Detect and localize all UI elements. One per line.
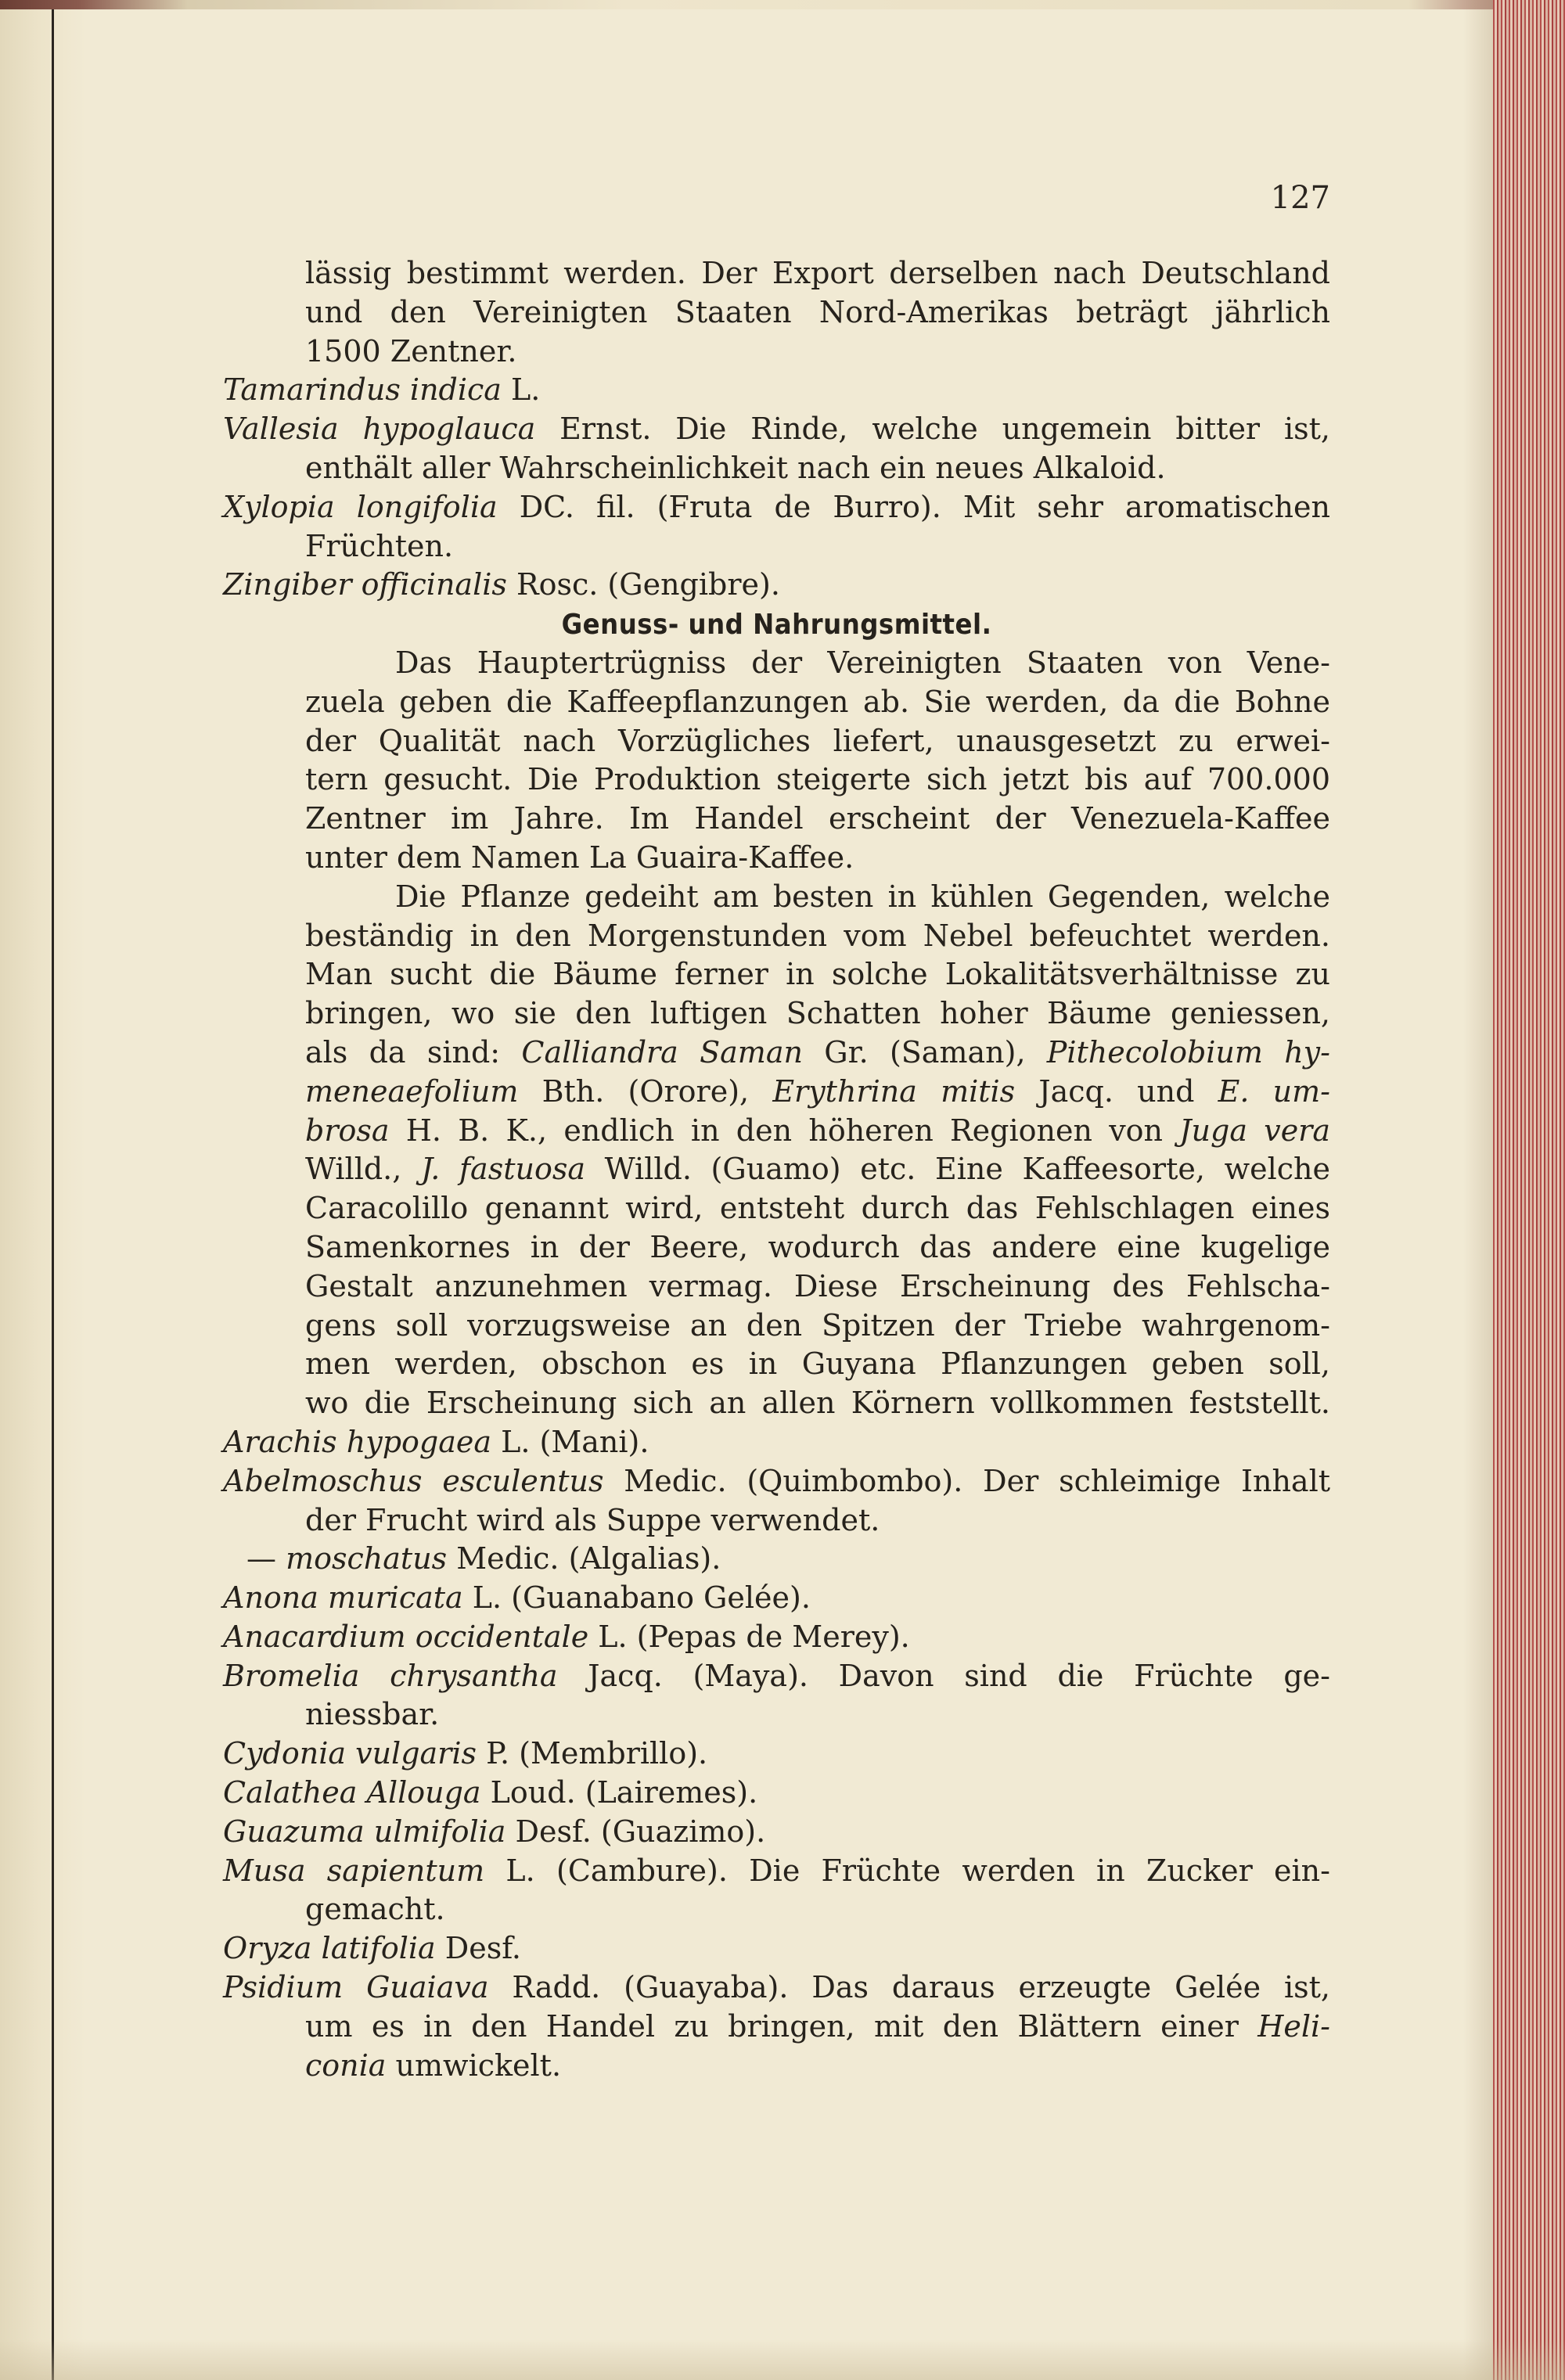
text-line: beständig in den Morgenstunden vom Nebel befeuchtet werden. — [305, 918, 1330, 953]
species-name: Arachis hypogaea — [223, 1424, 492, 1459]
list-item: Vallesia hypoglauca Ernst. Die Rinde, welche ungemein bitter ist, — [223, 412, 1330, 447]
list-item: Arachis hypogaea L. (Mani). — [223, 1424, 649, 1459]
species-name: Xylopia longifolia — [223, 489, 498, 524]
text-line: zuela geben die Kaffeepflanzungen ab. Sie werden, da die Bohne — [305, 684, 1330, 719]
list-item: Anona muricata L. (Guanabano Gelée). — [223, 1580, 811, 1616]
list-item: — moschatus Medic. (Algalias). — [246, 1541, 721, 1576]
list-item: Oryza latifolia Desf. — [223, 1931, 522, 1966]
species-name: Tamarindus indica — [223, 372, 502, 408]
list-item: Bromelia chrysantha Jacq. (Maya). Davon sind die Früchte ge- — [223, 1658, 1330, 1693]
list-item: Calathea Allouga Loud. (Lairemes). — [223, 1775, 758, 1810]
list-item: Xylopia longifolia DC. fil. (Fruta de Burro). Mit sehr aromatischen — [223, 489, 1330, 524]
list-item: Cydonia vulgaris P. (Membrillo). — [223, 1736, 708, 1771]
list-item: Guazuma ulmifolia Desf. (Guazimo). — [223, 1814, 766, 1849]
list-item-continuation: enthält aller Wahrscheinlichkeit nach ein neues Alkaloid. — [305, 450, 1166, 485]
list-item-continuation: der Frucht wird als Suppe verwendet. — [305, 1502, 880, 1537]
page-edges-right — [1493, 0, 1565, 2380]
text-line: gens soll vorzugsweise an den Spitzen der Triebe wahrgenom- — [305, 1307, 1330, 1343]
species-name: Guazuma ulmifolia — [223, 1814, 506, 1849]
text-line: Die Pflanze gedeiht am besten in kühlen Gegenden, welche — [395, 879, 1330, 914]
list-item-continuation: conia umwickelt. — [305, 2047, 562, 2083]
species-name: Cydonia vulgaris — [223, 1736, 477, 1771]
list-item: Musa sapientum L. (Cambure). Die Früchte werden in Zucker ein- — [223, 1853, 1330, 1888]
list-item: Zingiber officinalis Rosc. (Gengibre). — [223, 567, 780, 602]
species-name: Abelmoschus esculentus — [223, 1463, 604, 1498]
species-name: Vallesia hypoglauca — [223, 412, 536, 447]
text-line: Caracolillo genannt wird, entsteht durch das Fehlschlagen eines — [305, 1191, 1330, 1226]
species-name: moschatus — [286, 1541, 448, 1576]
text-line: Willd., J. fastuosa Willd. (Guamo) etc. Eine Kaffeesorte, welche — [305, 1152, 1330, 1187]
section-heading: Genuss- und Nahrungsmittel. — [561, 609, 992, 642]
list-item: Abelmoschus esculentus Medic. (Quimbombo). Der schleimige Inhalt — [223, 1463, 1330, 1498]
species-name: Anona muricata — [223, 1580, 463, 1616]
page-text — [223, 254, 1330, 2085]
text-line: brosa H. B. K., endlich in den höheren Regionen von Juga vera — [305, 1113, 1331, 1148]
text-line: bringen, wo sie den luftigen Schatten hoher Bäume geniessen, — [305, 996, 1330, 1031]
text-line: men werden, obschon es in Guyana Pflanzungen geben soll, — [305, 1346, 1330, 1382]
text-line: unter dem Namen La Guaira-Kaffee. — [305, 839, 854, 875]
species-name: Musa sapientum — [223, 1853, 485, 1888]
text-line: lässig bestimmt werden. Der Export derselben nach Deutschland — [305, 256, 1330, 290]
list-item-continuation: Früchten. — [305, 528, 454, 563]
text-line: Das Hauptertrügniss der Vereinigten Staaten von Vene- — [395, 645, 1330, 680]
list-item-continuation: niessbar. — [305, 1697, 440, 1732]
species-name: Calathea Allouga — [223, 1775, 481, 1810]
text-line: der Qualität nach Vorzügliches liefert, unausgesetzt zu erwei- — [305, 723, 1330, 758]
bottom-shade — [0, 2339, 1565, 2380]
page-number: 127 — [1270, 180, 1330, 216]
page-edge-shadow — [1463, 0, 1495, 2380]
text-line: Man sucht die Bäume ferner in solche Lokalitätsverhältnisse zu — [305, 957, 1330, 992]
species-name: Oryza latifolia — [223, 1931, 436, 1966]
species-name: Zingiber officinalis — [223, 567, 507, 602]
text-line: Gestalt anzunehmen vermag. Diese Erscheinung des Fehlscha- — [305, 1268, 1330, 1303]
text-line: 1500 Zentner. — [305, 333, 517, 369]
text-line: Zentner im Jahre. Im Handel erscheint der Venezuela-Kaffee — [305, 801, 1330, 836]
text-line: meneaefolium Bth. (Orore), Erythrina mitis Jacq. und E. um- — [305, 1073, 1330, 1109]
species-name: Psidium Guaiava — [223, 1970, 489, 2005]
species-name: Bromelia chrysantha — [223, 1658, 558, 1693]
species-name: Anacardium occidentale — [223, 1619, 589, 1654]
book-binding — [0, 0, 86, 2380]
text-line: wo die Erscheinung sich an allen Körnern vollkommen feststellt. — [305, 1386, 1330, 1421]
text-line: und den Vereinigten Staaten Nord-Amerikas beträgt jährlich — [305, 294, 1330, 329]
gutter-line — [52, 0, 54, 2380]
list-item: Anacardium occidentale L. (Pepas de Merey). — [223, 1619, 910, 1654]
text-line: als da sind: Calliandra Saman Gr. (Saman), Pithecolobium hy- — [305, 1034, 1330, 1070]
text-line: Samenkornes in der Beere, wodurch das andere eine kugelige — [305, 1229, 1330, 1264]
list-item: Tamarindus indica L. — [223, 372, 541, 408]
list-item-continuation: um es in den Handel zu bringen, mit den Blättern einer Heli- — [305, 2008, 1330, 2044]
list-item-continuation: gemacht. — [305, 1892, 445, 1927]
list-item: Psidium Guaiava Radd. (Guayaba). Das daraus erzeugte Gelée ist, — [223, 1970, 1330, 2005]
text-line: tern gesucht. Die Produktion steigerte sich jetzt bis auf 700.000 — [305, 762, 1330, 797]
top-edge — [0, 0, 1565, 9]
